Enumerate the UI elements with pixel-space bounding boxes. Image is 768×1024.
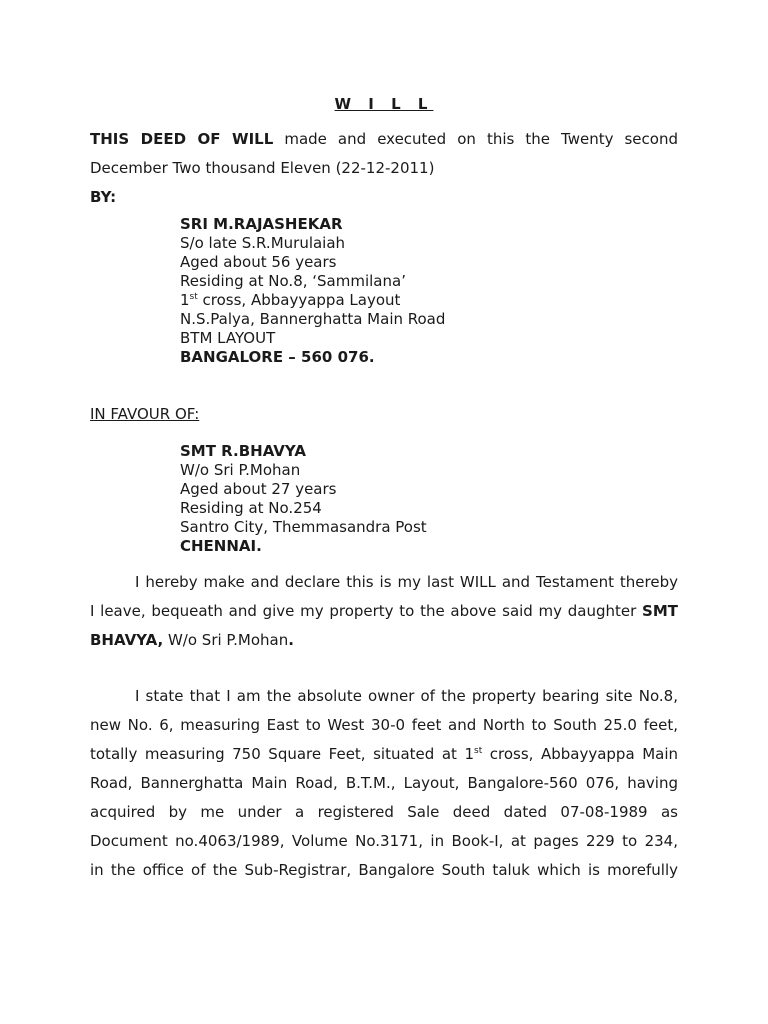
bequest-line-3 — [90, 626, 678, 655]
intro-line-1-rest: made and executed on this the Twenty second — [273, 130, 678, 148]
ownership-paragraph — [90, 682, 678, 885]
bequest-paragraph — [90, 568, 678, 655]
ownership-line-3-a: totally measuring 750 Square Feet, situated at 1 — [90, 745, 475, 763]
testator-road: N.S.Palya, Bannerghatta Main Road — [180, 310, 446, 328]
beneficiary-address-block — [180, 442, 427, 556]
ownership-line-2: new No. 6, measuring East to West 30-0 feet and North to South 25.0 feet, — [90, 716, 678, 734]
bequest-line-2-bold: SMT — [642, 602, 678, 620]
bequest-line-2-text: I leave, bequeath and give my property to the above said my daughter — [90, 602, 643, 620]
testator-residence: Residing at No.8, ‘Sammilana’ — [180, 272, 406, 290]
ownership-line-3-b: cross, Abbayyappa Main — [482, 745, 678, 763]
ownership-line-6: Document no.4063/1989, Volume No.3171, in Book-I, at pages 229 to 234, — [90, 832, 678, 850]
beneficiary-name: SMT R.BHAVYA — [180, 442, 306, 460]
ownership-line-3-suffix: st — [474, 746, 483, 756]
document-title: W I L L — [334, 95, 434, 113]
bequest-line-3-text: W/o Sri P.Mohan — [163, 631, 289, 649]
testator-layout: BTM LAYOUT — [180, 329, 276, 347]
testator-address-block — [180, 215, 445, 367]
testator-cross-suffix: st — [189, 292, 198, 302]
intro-line-1 — [90, 125, 678, 154]
beneficiary-relation: W/o Sri P.Mohan — [180, 461, 301, 479]
intro-bold-will: WILL — [232, 130, 274, 148]
testator-cross-rest: cross, Abbayyappa Layout — [197, 291, 401, 309]
ownership-line-3 — [90, 740, 678, 769]
testator-cross — [180, 291, 445, 310]
ownership-line-1: I state that I am the absolute owner of the property bearing site No.8, — [135, 687, 678, 705]
testator-age: Aged about 56 years — [180, 253, 337, 271]
in-favour-of-label: IN FAVOUR OF: — [90, 405, 200, 423]
bequest-line-3-end: . — [288, 631, 294, 649]
testator-cross-number: 1 — [180, 291, 190, 309]
beneficiary-locality: Santro City, Themmasandra Post — [180, 518, 427, 536]
ownership-line-4: Road, Bannerghatta Main Road, B.T.M., Layout, Bangalore-560 076, having — [90, 774, 678, 792]
beneficiary-residence: Residing at No.254 — [180, 499, 322, 517]
ownership-line-7: in the office of the Sub-Registrar, Bangalore South taluk which is morefully — [90, 861, 678, 879]
testator-city: BANGALORE – 560 076. — [180, 348, 375, 366]
testator-name: SRI M.RAJASHEKAR — [180, 215, 343, 233]
beneficiary-city: CHENNAI. — [180, 537, 262, 555]
testator-relation: S/o late S.R.Murulaiah — [180, 234, 346, 252]
bequest-line-2 — [90, 597, 678, 626]
ownership-line-5: acquired by me under a registered Sale deed dated 07-08-1989 as — [90, 803, 678, 821]
intro-paragraph — [90, 125, 678, 183]
bequest-line-1: I hereby make and declare this is my last WILL and Testament thereby — [135, 573, 678, 591]
intro-bold-prefix: THIS DEED OF — [90, 130, 233, 148]
by-label: BY: — [90, 188, 117, 206]
beneficiary-age: Aged about 27 years — [180, 480, 337, 498]
bequest-line-3-bold: BHAVYA, — [90, 631, 164, 649]
intro-line-2: December Two thousand Eleven (22-12-2011) — [90, 159, 435, 177]
